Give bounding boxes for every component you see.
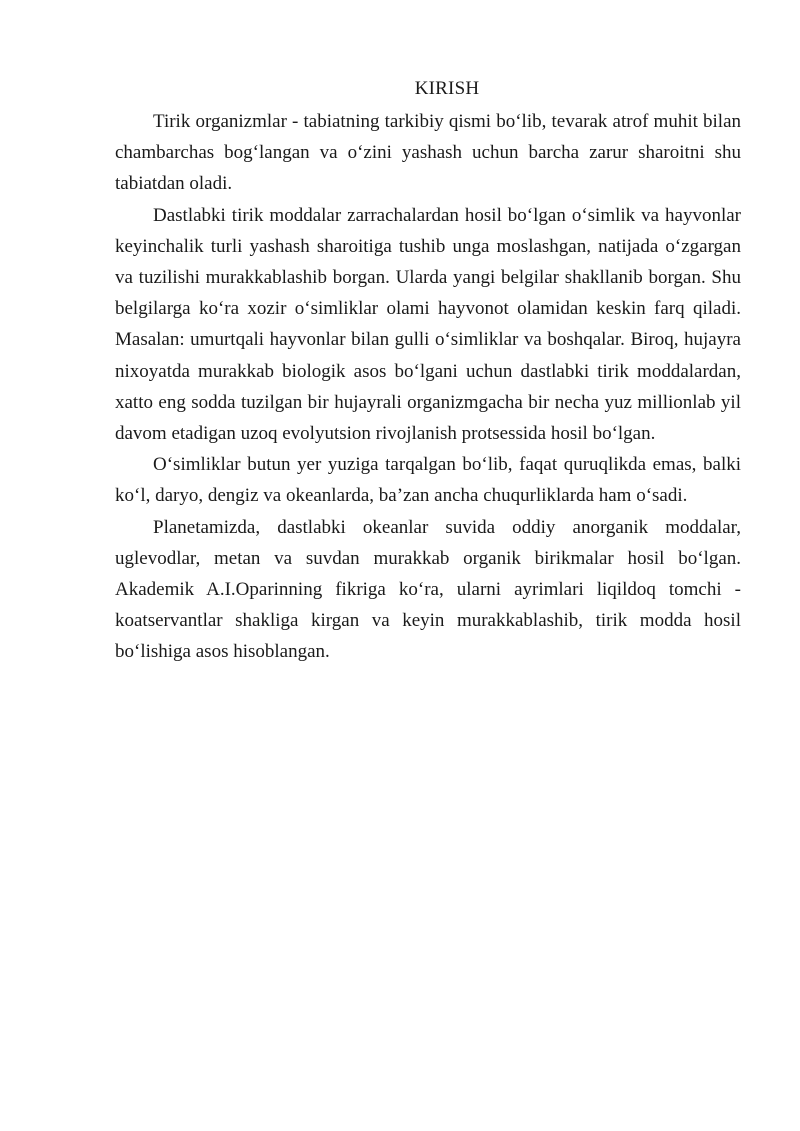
paragraph-3: O‘simliklar butun yer yuziga tarqalgan bo‘lib, faqat quruqlikda emas, balki ko‘l, daryo, dengiz va okeanlarda, ba’zan ancha chuqurliklarda ham o‘sadi. xyxy=(115,454,741,507)
page-title: KIRISH xyxy=(414,78,480,99)
paragraph-1: Tirik organizmlar - tabiatning tarkibiy qismi bo‘lib, tevarak atrof muhit bilan chambarchas bog‘langan va o‘zini yashash uchun barcha zarur sharoitni shu tabiatdan oladi. xyxy=(115,111,741,195)
paragraph-4: Planetamizda, dastlabki okeanlar suvida oddiy anorganik moddalar, uglevodlar, metan va suvdan murakkab organik birikmalar hosil bo‘lgan. Akademik A.I.Oparinning fikriga ko‘ra, ularni ayrimlari liqildoq tomchi - koatservantlar shakliga kirgan va keyin murakkablashib, tirik modda hosil bo‘lishiga asos hisoblangan. xyxy=(115,516,741,663)
paragraph-2: Dastlabki tirik moddalar zarrachalardan hosil bo‘lgan o‘simlik va hayvonlar keyinchalik turli yashash sharoitiga tushib unga moslashgan, natijada o‘zgargan va tuzilishi murakkablashib borgan. Ularda yangi belgilar shakllanib borgan. Shu belgilarga ko‘ra xozir o‘simliklar olami hayvonot olamidan keskin farq qiladi. Masalan: umurtqali hayvonlar bilan gulli o‘simliklar va boshqalar. Biroq, hujayra nixoyatda murakkab biologik asos bo‘lgani uchun dastlabki tirik moddalardan, xatto eng sodda tuzilgan bir hujayrali organizmgacha bir necha yuz millionlab yil davom etadigan uzoq evolyutsion rivojlanish protsessida hosil bo‘lgan. xyxy=(115,204,741,445)
document-page xyxy=(115,74,741,668)
